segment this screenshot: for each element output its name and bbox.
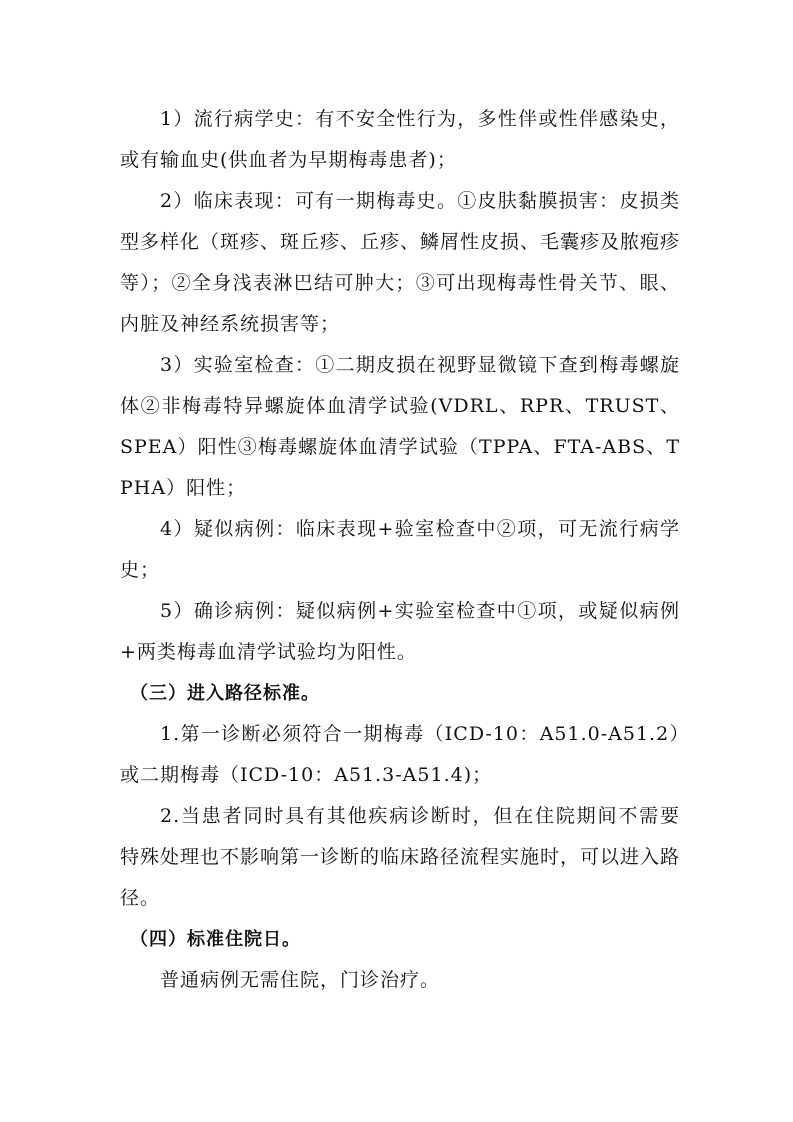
- paragraph-comorbidity: 2.当患者同时具有其他疾病诊断时，但在住院期间不需要特殊处理也不影响第一诊断的临床路径流程实施时，可以进入路径。: [120, 805, 681, 909]
- paragraph-first-diagnosis: 1.第一诊断必须符合一期梅毒（ICD-10：A51.0-A51.2）或二期梅毒（ICD-10：A51.3-A51.4)；: [120, 723, 680, 786]
- document-body: [120, 99, 680, 1001]
- paragraph-epidemiology: 1）流行病学史：有不安全性行为，多性伴或性伴感染史，或有输血史(供血者为早期梅毒患者)；: [120, 108, 680, 171]
- paragraph-outpatient: 普通病例无需住院，门诊治疗。: [160, 969, 441, 991]
- paragraph-suspected-case: 4）疑似病例：临床表现+验室检查中②项，可无流行病学史；: [120, 518, 680, 581]
- section-heading-entry-criteria: （三）进入路径标准。: [130, 683, 320, 704]
- paragraph-lab-tests: 3）实验室检查：①二期皮损在视野显微镜下查到梅毒螺旋体②非梅毒特异螺旋体血清学试验(VDRL、RPR、TRUST、SPEA）阳性③梅毒螺旋体血清学试验（TPPA、FTA-ABS、TPHA）阳性；: [120, 354, 680, 499]
- section-heading-standard-stay: （四）标准住院日。: [130, 929, 301, 950]
- paragraph-confirmed-case: 5）确诊病例：疑似病例+实验室检查中①项，或疑似病例+两类梅毒血清学试验均为阳性。: [120, 600, 680, 663]
- paragraph-clinical-manifestation: 2）临床表现：可有一期梅毒史。①皮肤黏膜损害：皮损类型多样化（斑疹、斑丘疹、丘疹、鳞屑性皮损、毛囊疹及脓疱疹等）；②全身浅表淋巴结可肿大；③可出现梅毒性骨关节、眼、内脏及神经系统损害等；: [120, 190, 681, 335]
